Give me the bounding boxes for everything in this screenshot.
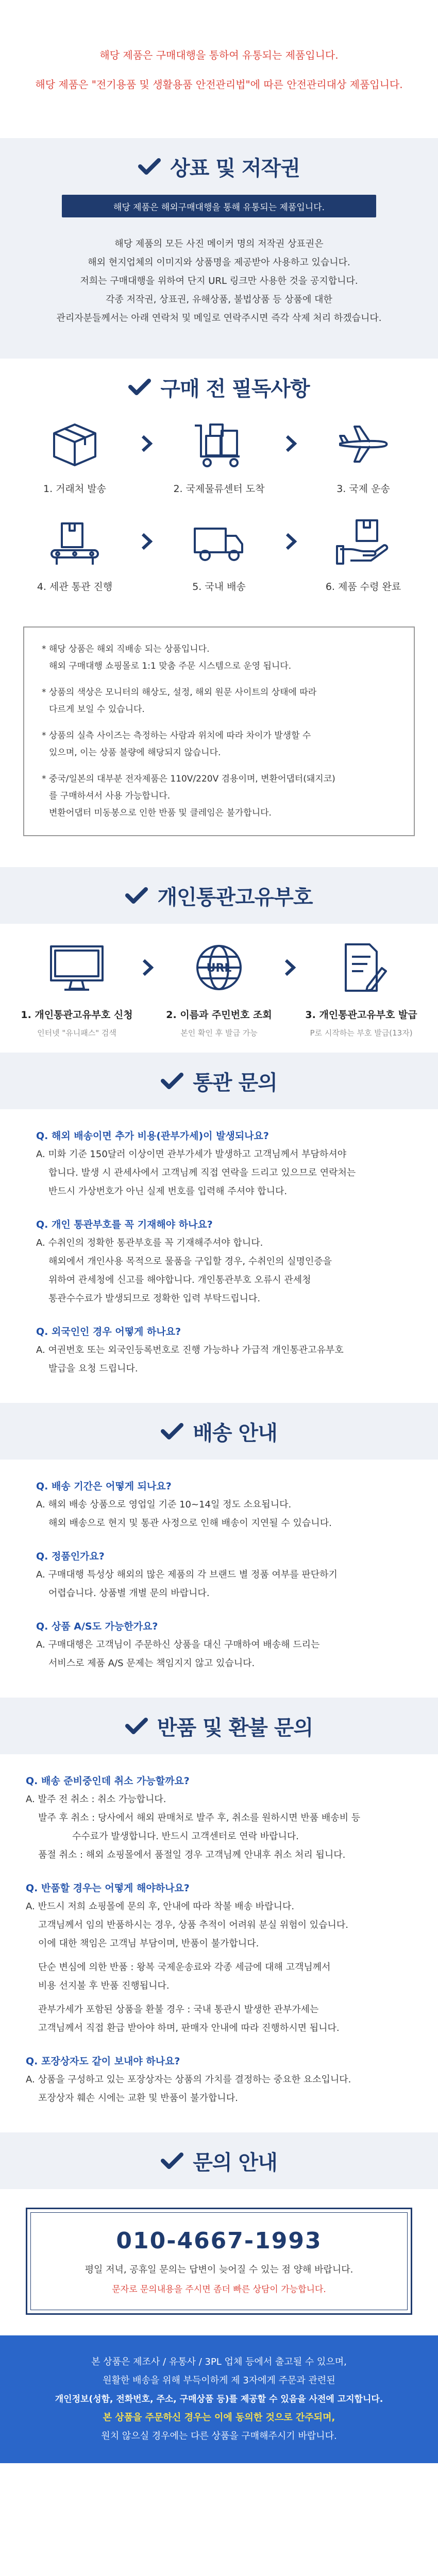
step-item — [165, 513, 273, 593]
box-icon — [46, 415, 103, 472]
note-line: * 해당 상품은 해외 직배송 되는 상품입니다. — [42, 644, 210, 654]
step-label: 4. 세관 통관 진행 — [37, 581, 113, 592]
shipping-steps — [0, 415, 438, 611]
answer: A. 구매대행 특성상 해외의 많은 제품의 각 브랜드 별 정품 여부를 판단하기 어렵습니다. 상품별 개별 문의 바랍니다. — [36, 1569, 338, 1599]
customs-code-section — [0, 867, 438, 924]
shipping-qa-list — [0, 1460, 438, 1698]
contact-note: 평일 저녁, 공휴일 문의는 답변이 늦어질 수 있는 점 양해 바랍니다. — [85, 2264, 353, 2275]
chevron-right-icon — [281, 415, 301, 472]
check-icon — [128, 378, 151, 396]
qa-item — [36, 1323, 438, 1378]
qa-item — [36, 1547, 438, 1603]
document-pen-icon — [330, 939, 392, 996]
contact-box — [26, 2208, 412, 2315]
note-line: * 상품의 실측 사이즈는 측정하는 사람과 위치에 따라 차이가 발생할 수 — [42, 731, 311, 741]
step-item — [21, 513, 129, 593]
qa-item — [36, 1215, 438, 1308]
qa-item — [26, 1772, 438, 1865]
section-header — [0, 1698, 438, 1754]
note-line: * 중국/일본의 대부분 전자제품은 110V/220V 겸용이며, 변환어댑터(돼지코) — [42, 774, 335, 784]
returns-qa-list — [0, 1754, 438, 2132]
answer: A. 반드시 저희 쇼핑몰에 문의 후, 안내에 따라 착불 배송 바랍니다. 고객님께서 임의 반품하시는 경우, 상품 추적이 어려워 분실 위험이 있습니다. 이에 대한 책임은 고객님 부담이며, 반품이 불가합니다. 단순 변심에 의한 반품 : 왕복 국제운송료와 각종 세금에 대해 고객님께서 비용 선지불 후 반품 진행됩니다. 관부가세가 포함된 상품을 환불 경우 : 국내 통관시 발생한 관부가세는 고객님께서 직접 환급 받아야 하며, 판매자 안내에 따라 진행하시면 됩니다. — [26, 1901, 348, 2033]
step-row — [21, 513, 417, 611]
question: Q. 상품 A/S도 가능한가요? — [36, 1621, 158, 1632]
contact-header — [0, 2132, 438, 2189]
note-line: 해외 구매대행 쇼핑몰로 1:1 맞춤 주문 시스템으로 운영 됩니다. — [49, 661, 292, 671]
check-icon — [161, 2151, 183, 2170]
check-icon — [138, 157, 161, 176]
globe-icon — [188, 939, 250, 996]
question: Q. 배송 기간은 어떻게 되나요? — [36, 1481, 172, 1492]
step-item — [309, 513, 417, 593]
chevron-right-icon — [280, 939, 300, 996]
section-header — [0, 2132, 438, 2189]
customs-step-sub: P로 시작하는 부호 발급(13자) — [310, 1028, 413, 1038]
section-header — [0, 1403, 438, 1460]
section-header — [0, 867, 438, 924]
section-title: 반품 및 환불 문의 — [157, 1716, 313, 1740]
customs-step — [15, 939, 138, 1053]
returns-header — [0, 1698, 438, 1754]
step-row — [21, 415, 417, 513]
trademark-text — [0, 235, 438, 359]
question: Q. 외국인인 경우 어떻게 하나요? — [36, 1326, 181, 1337]
qa-item — [36, 1477, 438, 1533]
note-line: * 상품의 색상은 모니터의 해상도, 설정, 해외 원문 사이트의 상태에 따라 — [42, 687, 317, 698]
chevron-right-icon — [281, 513, 301, 570]
section-title: 문의 안내 — [193, 2150, 277, 2175]
answer: A. 발주 전 취소 : 취소 가능합니다. 발주 후 취소 : 당사에서 해외 판매처로 발주 후, 취소를 원하시면 반품 배송비 등 수수료가 발생합니다. 반드시 고객센터로 연락 바랍니다. 품절 취소 : 해외 쇼핑몰에서 품절일 경우 고객님께 안내후 취소 처리 됩니다. — [26, 1794, 361, 1860]
answer: A. 구매대행은 고객님이 주문하신 상품을 대신 구매하여 배송해 드리는 서비스로 제품 A/S 문제는 책임지지 않고 있습니다. — [36, 1639, 320, 1669]
text-line: 해외 현지업체의 이미지와 상품명을 제공받아 사용하고 있습니다. — [88, 257, 350, 268]
top-notice — [0, 0, 438, 138]
precautions-section — [0, 359, 438, 867]
cart-boxes-icon — [191, 415, 247, 472]
section-title: 구매 전 필독사항 — [160, 377, 310, 401]
customs-code-steps — [0, 924, 438, 1053]
footer-line: 원활한 배송을 위해 부득이하게 제 3자에게 주문과 관련된 — [103, 2375, 335, 2386]
section-title: 통관 문의 — [193, 1071, 277, 1095]
check-icon — [161, 1422, 183, 1440]
step-item — [165, 415, 273, 495]
answer: A. 수취인의 정확한 통관부호를 꼭 기재해주셔야 합니다. 해외에서 개인사용 목적으로 물품을 구입할 경우, 수취인의 실명인증을 위하여 관세청에 신고를 해야합니다. 개인통관부호 오류시 관세청 통관수수료가 발생되므로 정확한 입력 부탁드립니다. — [36, 1238, 332, 1304]
answer: A. 해외 배송 상품으로 영업일 기준 10~14일 정도 소요됩니다. 해외 배송으로 현지 및 통관 사정으로 인해 배송이 지연될 수 있습니다. — [36, 1499, 332, 1529]
contact-sms-note: 문자로 문의내용을 주시면 좀더 빠른 상담이 가능합니다. — [112, 2284, 326, 2295]
chevron-right-icon — [138, 939, 158, 996]
qa-item — [36, 1617, 438, 1673]
section-title: 개인통관고유부호 — [157, 885, 313, 909]
check-icon — [125, 1717, 148, 1735]
text-line: 관리자분들께서는 아래 연락처 및 메일로 연락주시면 즉각 삭제 처리 하겠습니다. — [56, 313, 382, 324]
customs-step-title: 2. 이름과 주민번호 조회 — [166, 1009, 272, 1021]
answer: A. 여권번호 또는 외국인등록번호로 진행 가능하나 가급적 개인통관고유부호 발급을 요청 드립니다. — [36, 1345, 344, 1374]
chevron-right-icon — [137, 513, 157, 570]
section-header — [0, 1053, 438, 1109]
section-title: 상표 및 저작권 — [170, 156, 300, 180]
chevron-right-icon — [137, 415, 157, 472]
truck-icon — [191, 513, 247, 570]
customs-step-title: 1. 개인통관고유부호 신청 — [21, 1009, 133, 1021]
footer-line: 원치 않으실 경우에는 다른 상품을 구매해주시기 바랍니다. — [101, 2431, 337, 2442]
airplane-icon — [335, 415, 392, 472]
question: Q. 정품인가요? — [36, 1551, 105, 1562]
customs-step-sub: 인터넷 "유니패스" 검색 — [37, 1028, 116, 1038]
step-label: 1. 거래처 발송 — [43, 483, 106, 495]
step-item — [309, 415, 417, 495]
answer: A. 상품을 구성하고 있는 포장상자는 상품의 가치를 결정하는 중요한 요소입니다. 포장상자 훼손 시에는 교환 및 반품이 불가합니다. — [26, 2074, 351, 2104]
check-icon — [161, 1072, 183, 1090]
customs-step — [300, 939, 423, 1053]
footer-line: 본 상품은 제조사 / 유통사 / 3PL 업체 등에서 출고될 수 있으며, — [91, 2357, 347, 2367]
qa-item — [26, 2052, 438, 2108]
svg-text:URL: URL — [206, 962, 232, 975]
monitor-icon — [46, 939, 108, 996]
precaution-notes — [23, 626, 415, 836]
section-header — [0, 359, 438, 415]
text-line: 해당 제품의 모든 사진 메이커 명의 저작권 상표권은 — [114, 239, 324, 249]
customs-step-title: 3. 개인통관고유부호 발급 — [305, 1009, 417, 1021]
customs-step-sub: 본인 확인 후 발급 가능 — [180, 1028, 258, 1038]
hand-box-icon — [335, 513, 392, 570]
notice-line-1: 해당 제품은 구매대행을 통하여 유통되는 제품입니다. — [99, 49, 339, 61]
customs-qa-list — [0, 1109, 438, 1403]
question: Q. 해외 배송이면 추가 비용(관부가세)이 발생되나요? — [36, 1130, 269, 1142]
question: Q. 개인 통관부호를 꼭 기재해야 하나요? — [36, 1219, 213, 1230]
step-label: 3. 국제 운송 — [336, 483, 390, 495]
phone-number[interactable]: 010-4667-1993 — [116, 2228, 322, 2254]
conveyor-icon — [46, 513, 103, 570]
text-line: 저희는 구매대행을 위하여 단지 URL 링크만 사용한 것을 공지합니다. — [80, 276, 358, 286]
step-label: 2. 국제물류센터 도착 — [173, 483, 265, 495]
note-line: 변환어댑터 미동봉으로 인한 반품 및 클레임은 불가합니다. — [49, 808, 272, 818]
footer-line: 본 상품을 주문하신 경우는 이에 동의한 것으로 간주되며, — [103, 2412, 335, 2423]
footer-line: 개인정보(성함, 전화번호, 주소, 구매상품 등)를 제공할 수 있음을 사전에 고지합니다. — [55, 2394, 383, 2404]
step-item — [21, 415, 129, 495]
answer: A. 미화 기준 150달러 이상이면 관부가세가 발생하고 고객님께서 부담하셔야 합니다. 발생 시 관세사에서 고객님께 직접 연락을 드리고 있으므로 연락처는 반드시 가상번호가 아닌 실제 번호를 입력해 주셔야 합니다. — [36, 1149, 356, 1197]
note-line: 다르게 보일 수 있습니다. — [49, 704, 145, 715]
section-header — [0, 138, 438, 195]
qa-item — [36, 1127, 438, 1201]
customs-qa-header — [0, 1053, 438, 1109]
note-line: 를 구매하셔서 사용 가능합니다. — [49, 791, 171, 801]
section-title: 배송 안내 — [193, 1421, 277, 1445]
shipping-header — [0, 1403, 438, 1460]
notice-line-2: 해당 제품은 "전기용품 및 생활용품 안전관리법"에 따른 안전관리대상 제품입니다. — [35, 78, 403, 91]
contact-section — [0, 2189, 438, 2335]
step-label: 6. 제품 수령 완료 — [325, 581, 401, 592]
trademark-banner: 해당 제품은 해외구매대행을 통해 유통되는 제품입니다. — [62, 195, 376, 217]
step-label: 5. 국내 배송 — [192, 581, 246, 592]
note-line: 있으며, 이는 상품 불량에 해당되지 않습니다. — [49, 748, 221, 758]
trademark-section — [0, 138, 438, 359]
check-icon — [125, 886, 148, 905]
customs-step — [158, 939, 280, 1053]
qa-item — [26, 1879, 438, 2038]
question: Q. 반품할 경우는 어떻게 해야하나요? — [26, 1883, 190, 1894]
question: Q. 포장상자도 같이 보내야 하나요? — [26, 2056, 180, 2067]
question: Q. 배송 준비중인데 취소 가능할까요? — [26, 1775, 190, 1787]
footer-notice — [0, 2335, 438, 2463]
text-line: 각종 저작권, 상표권, 유해상품, 불법상품 등 상품에 대한 — [106, 294, 332, 305]
